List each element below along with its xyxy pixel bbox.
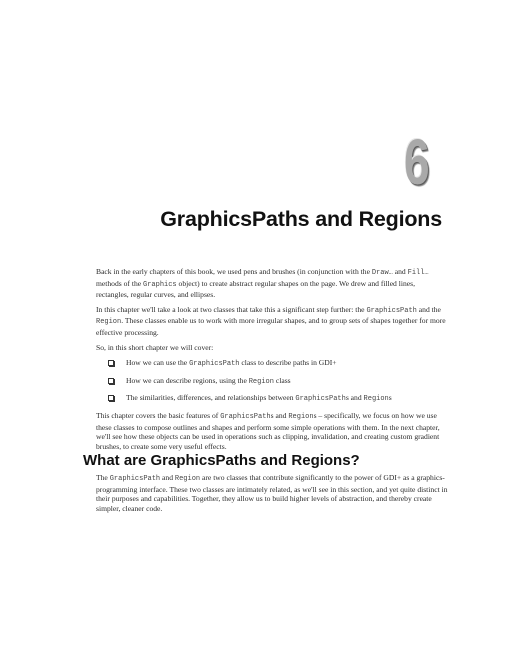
list-item: How we can describe regions, using the Region class bbox=[108, 376, 448, 388]
list-item: The similarities, differences, and relationships between GraphicsPaths and Regions bbox=[108, 393, 448, 405]
intro-section bbox=[96, 267, 448, 456]
summary-paragraph: This chapter covers the basic features of GraphicsPaths and Regions – specifically, we focus on how we use these classes to compose outlines and shapes and perform some simple operations with them. In the next chapter, we'll see how these objects can be used in operations such as clipping, invalidation, and creating custom gradient brushes, to create some very useful effects. bbox=[96, 410, 440, 451]
section-body bbox=[96, 473, 448, 518]
chapter-number: 6 bbox=[404, 126, 429, 198]
chapter-title: GraphicsPaths and Regions bbox=[160, 207, 442, 231]
checkbox-bullet-icon bbox=[108, 360, 114, 366]
code-graphics: Graphics bbox=[143, 280, 177, 289]
intro-paragraph-1: Back in the early chapters of this book, we used pens and brushes (in conjunction with the Draw… and Fill… methods of the Graphics object) to create abstract regular shapes on the page. We drew and filled lines, rectangles, regular curves, and ellipses. bbox=[96, 267, 429, 300]
code-draw: Draw… bbox=[371, 269, 393, 277]
code-graphicspath: GraphicsPath bbox=[366, 306, 417, 315]
bullet-list bbox=[96, 358, 448, 405]
list-item: How we can use the GraphicsPath class to describe paths in GDI+ bbox=[108, 358, 448, 370]
code-fill: Fill… bbox=[407, 269, 429, 277]
intro-paragraph-2: In this chapter we'll take a look at two classes that take this a significant step further: the GraphicsPath and the Region. These classes enable us to work with more irregular shapes, and to group sets of shapes together for more effective processing. bbox=[96, 304, 446, 337]
code-region: Region bbox=[96, 318, 122, 327]
intro-paragraph-3: So, in this short chapter we will cover: bbox=[96, 342, 214, 352]
checkbox-bullet-icon bbox=[108, 395, 114, 401]
section-heading: What are GraphicsPaths and Regions? bbox=[83, 452, 360, 469]
section-paragraph: The GraphicsPath and Region are two classes that contribute significantly to the power of GDI+ as a graphics-programming interface. These two classes are intimately related, as we'll see in this section, and yet quite distinct in their purposes and capabilities. Together, they allow us to build higher levels of abstraction, and thereby create simpler, cleaner code. bbox=[96, 473, 448, 513]
checkbox-bullet-icon bbox=[108, 378, 114, 384]
